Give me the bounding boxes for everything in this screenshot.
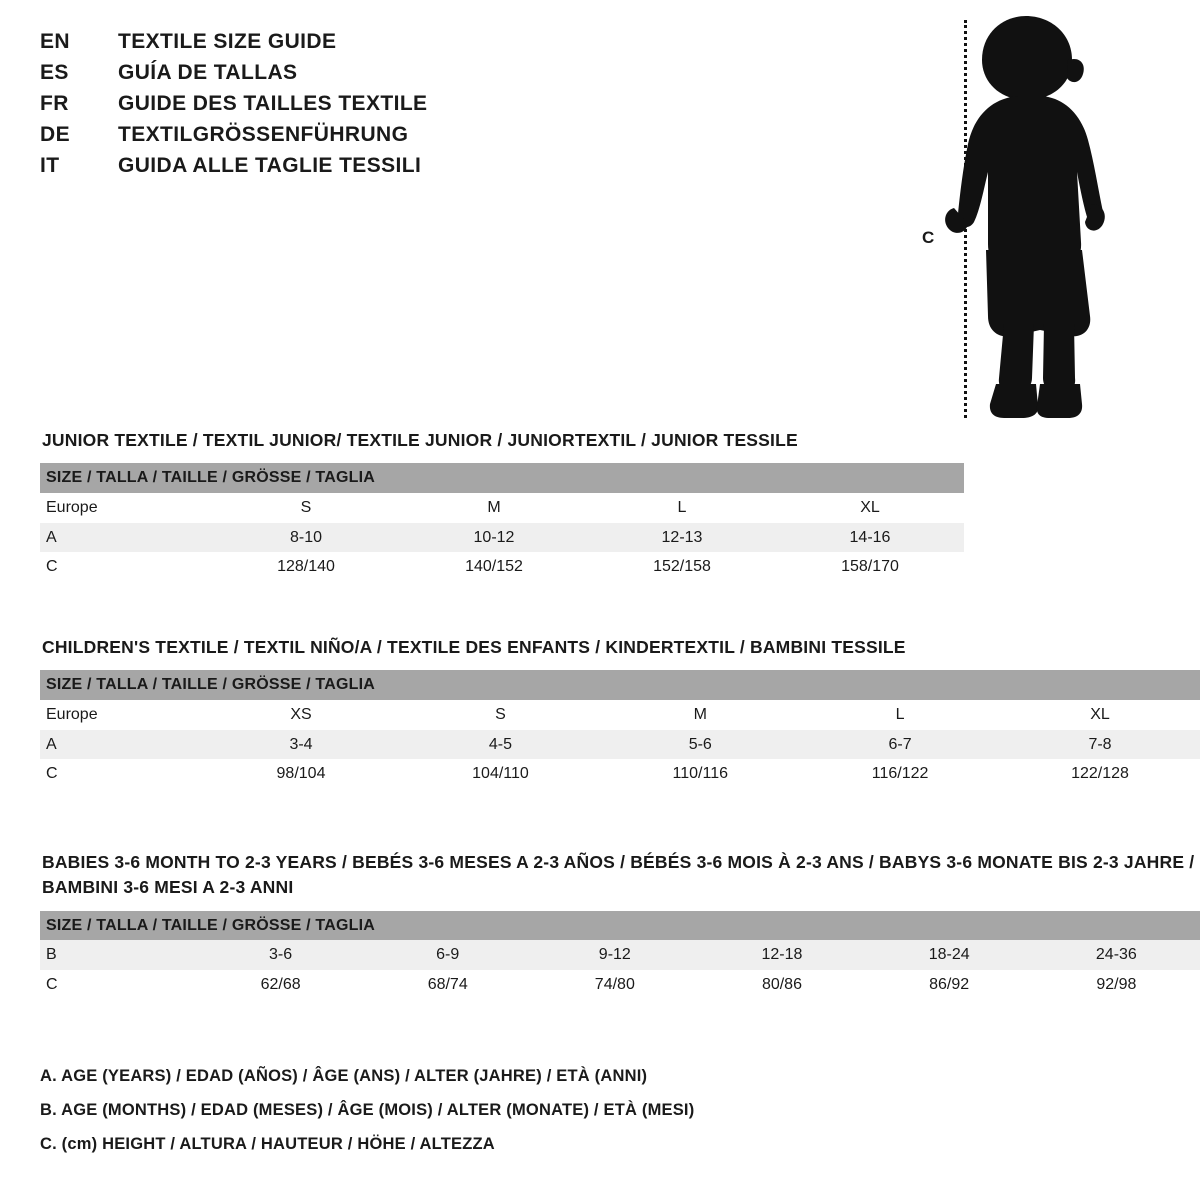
cell-junior-a-2: 10-12 xyxy=(473,528,515,546)
table-row xyxy=(40,730,1200,760)
title-text-fr: GUIDE DES TAILLES TEXTILE xyxy=(118,92,428,115)
table-row xyxy=(40,670,1200,700)
title-lang-en: EN xyxy=(40,30,70,53)
title-lang-fr: FR xyxy=(40,92,69,115)
table-junior xyxy=(40,463,964,581)
table-row xyxy=(40,552,964,582)
size-junior-3: L xyxy=(677,498,687,516)
legend xyxy=(40,1060,694,1161)
title-text-en: TEXTILE SIZE GUIDE xyxy=(118,30,337,53)
cell-junior-a-4: 14-16 xyxy=(849,528,891,546)
cell-children-c-5: 122/128 xyxy=(1071,765,1129,783)
size-junior-1: S xyxy=(300,498,312,516)
cell-junior-c-4: 158/170 xyxy=(841,558,899,576)
size-children-2: S xyxy=(495,705,506,723)
title-text-it: GUIDA ALLE TAGLIE TESSILI xyxy=(118,154,422,177)
row-label-babies-b: B xyxy=(46,946,57,964)
cell-children-c-4: 116/122 xyxy=(871,765,929,783)
row-label-babies-c: C xyxy=(46,975,58,993)
title-lang-es: ES xyxy=(40,61,69,84)
cell-junior-c-1: 128/140 xyxy=(277,558,335,576)
cell-children-c-1: 98/104 xyxy=(276,765,326,783)
size-children-4: L xyxy=(895,705,905,723)
figure-height-label: C xyxy=(922,228,935,247)
section-children xyxy=(40,635,1200,795)
title-row-es xyxy=(40,61,660,92)
title-block xyxy=(40,30,660,185)
size-children-5: XL xyxy=(1090,705,1110,723)
cell-babies-c-4: 80/86 xyxy=(761,975,802,993)
col-label-europe-junior: Europe xyxy=(46,498,98,516)
col-label-europe-children: Europe xyxy=(46,705,98,723)
cell-children-a-2: 4-5 xyxy=(488,735,513,753)
legend-line-a: A. AGE (YEARS) / EDAD (AÑOS) / ÂGE (ANS) / ALTER (JAHRE) / ETÀ (ANNI) xyxy=(40,1067,648,1085)
cell-babies-c-6: 92/98 xyxy=(1096,975,1137,993)
section-children-heading: CHILDREN'S TEXTILE / TEXTIL NIÑO/A / TEXTILE DES ENFANTS / KINDERTEXTIL / BAMBINI TESSILE xyxy=(42,637,906,657)
table-row xyxy=(40,940,1200,970)
title-lang-de: DE xyxy=(40,123,70,146)
band-size-children: SIZE / TALLA / TAILLE / GRÖSSE / TAGLIA xyxy=(40,670,1200,700)
cell-babies-b-6: 24-36 xyxy=(1095,946,1137,964)
cell-children-a-3: 5-6 xyxy=(688,735,712,753)
table-row xyxy=(40,759,1200,789)
section-babies-heading: BABIES 3-6 MONTH TO 2-3 YEARS / BEBÉS 3-6 MESES A 2-3 AÑOS / BÉBÉS 3-6 MOIS À 2-3 ANS / BABYS 3-6 MONATE BIS 2-3 JAHRE / BAMBINI 3-6 MESI A 2-3 ANNI xyxy=(42,852,1195,898)
size-junior-4: XL xyxy=(860,498,880,516)
cell-babies-b-5: 18-24 xyxy=(928,946,970,964)
row-label-junior-a: A xyxy=(46,528,57,546)
table-row xyxy=(40,911,1200,941)
cell-junior-a-1: 8-10 xyxy=(289,528,323,546)
table-children xyxy=(40,670,1200,788)
title-row-it xyxy=(40,154,660,185)
cell-junior-c-3: 152/158 xyxy=(653,558,711,576)
table-row xyxy=(40,970,1200,1000)
cell-children-a-5: 7-8 xyxy=(1088,735,1112,753)
title-row-de xyxy=(40,123,660,154)
toddler-silhouette-icon xyxy=(922,12,1122,422)
title-text-de: TEXTILGRÖSSENFÜHRUNG xyxy=(118,123,409,146)
legend-line-b: B. AGE (MONTHS) / EDAD (MESES) / ÂGE (MOIS) / ALTER (MONATE) / ETÀ (MESI) xyxy=(40,1100,695,1119)
band-size-babies: SIZE / TALLA / TAILLE / GRÖSSE / TAGLIA xyxy=(40,911,1200,941)
table-row xyxy=(40,700,1200,730)
title-row-fr xyxy=(40,92,660,123)
legend-line-c: C. (cm) HEIGHT / ALTURA / HAUTEUR / HÖHE / ALTEZZA xyxy=(40,1134,495,1153)
cell-babies-c-5: 86/92 xyxy=(929,975,970,993)
cell-babies-b-2: 6-9 xyxy=(436,946,460,964)
table-babies xyxy=(40,911,1200,1000)
cell-children-c-3: 110/116 xyxy=(672,765,728,783)
cell-babies-c-3: 74/80 xyxy=(594,975,635,993)
row-label-children-c: C xyxy=(46,765,58,783)
cell-children-c-2: 104/110 xyxy=(472,765,529,783)
cell-babies-c-1: 62/68 xyxy=(260,975,301,993)
row-label-children-a: A xyxy=(46,735,57,753)
row-label-junior-c: C xyxy=(46,558,58,576)
size-children-1: XS xyxy=(290,705,312,723)
size-junior-2: M xyxy=(487,498,501,516)
title-text-es: GUÍA DE TALLAS xyxy=(118,61,298,84)
table-row xyxy=(40,463,964,493)
band-size-junior: SIZE / TALLA / TAILLE / GRÖSSE / TAGLIA xyxy=(40,463,964,493)
cell-children-a-1: 3-4 xyxy=(289,735,313,753)
title-lang-it: IT xyxy=(40,154,60,177)
height-figure xyxy=(922,12,1152,422)
table-row xyxy=(40,493,964,523)
cell-babies-c-2: 68/74 xyxy=(427,975,468,993)
cell-junior-c-2: 140/152 xyxy=(465,558,523,576)
section-babies xyxy=(40,850,1200,1006)
cell-babies-b-4: 12-18 xyxy=(761,946,803,964)
cell-babies-b-1: 3-6 xyxy=(269,946,293,964)
size-children-3: M xyxy=(693,705,707,723)
height-dashed-line xyxy=(964,20,967,418)
cell-babies-b-3: 9-12 xyxy=(598,946,631,964)
section-junior-heading: JUNIOR TEXTILE / TEXTIL JUNIOR/ TEXTILE JUNIOR / JUNIORTEXTIL / JUNIOR TESSILE xyxy=(42,430,798,450)
table-row xyxy=(40,523,964,553)
cell-children-a-4: 6-7 xyxy=(888,735,912,753)
title-row-en xyxy=(40,30,660,61)
section-junior xyxy=(40,428,964,588)
cell-junior-a-3: 12-13 xyxy=(661,528,703,546)
